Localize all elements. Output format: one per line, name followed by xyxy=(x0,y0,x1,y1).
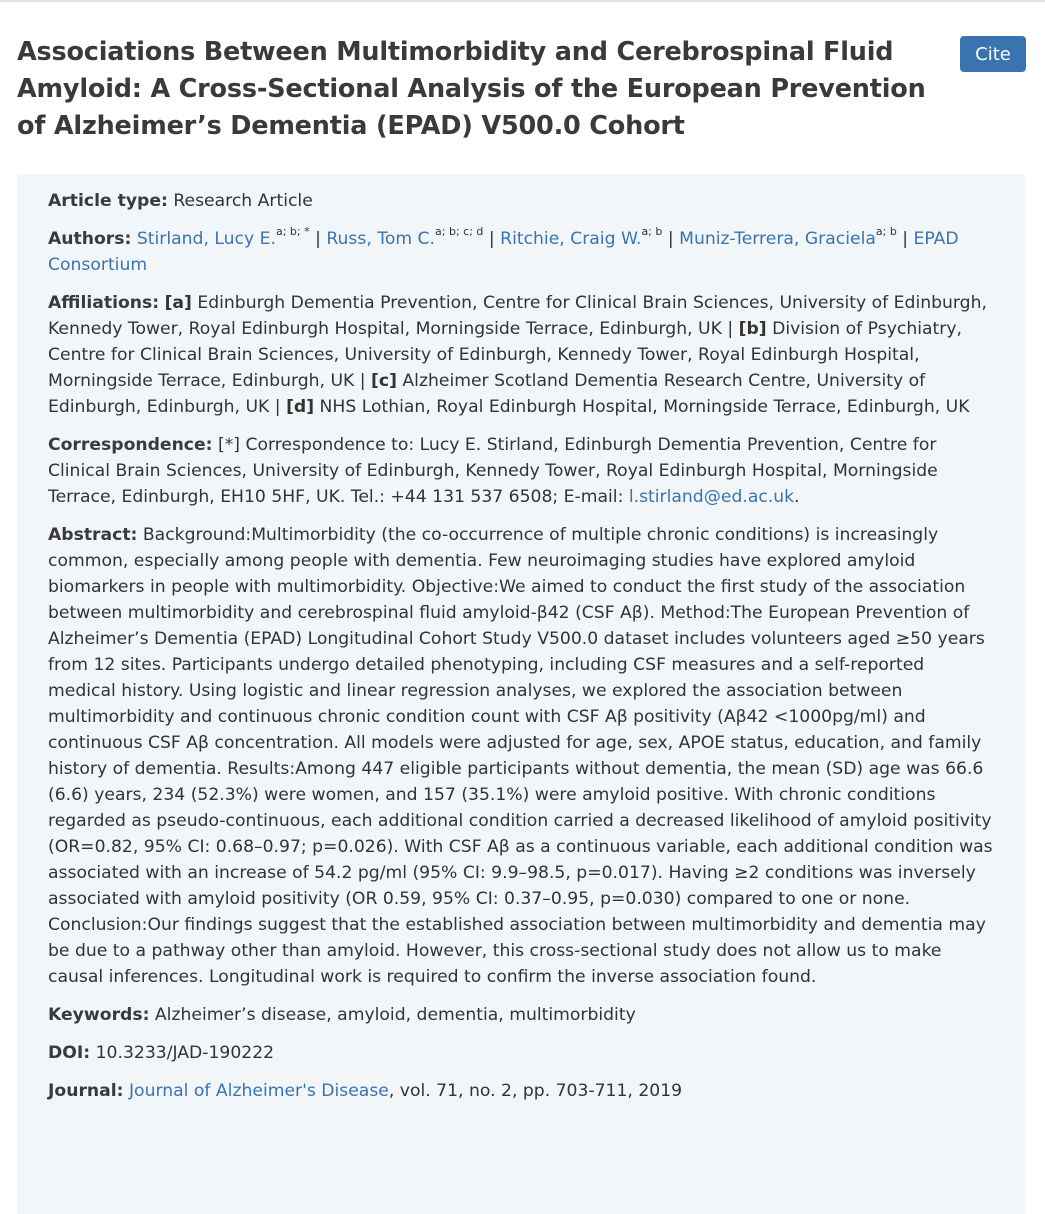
affiliation-key: [d] xyxy=(286,397,315,417)
article-metadata xyxy=(17,174,1025,1214)
article-type-label: Article type: xyxy=(48,191,168,211)
author-link[interactable]: Ritchie, Craig W. xyxy=(500,229,642,249)
author-link[interactable]: EPAD Consortium xyxy=(48,229,959,275)
journal-label: Journal: xyxy=(48,1081,124,1101)
authors-label: Authors: xyxy=(48,229,132,249)
affiliation-text: Division of Psychiatry, Centre for Clinical Brain Sciences, University of Edinburgh, Kennedy Tower, Royal Edinburgh Hospital, Morningside Terrace, Edinburgh, UK xyxy=(48,319,962,391)
authors-row xyxy=(48,226,995,278)
correspondence-text: [*] Correspondence to: Lucy E. Stirland, Edinburgh Dementia Prevention, Centre for Clinical Brain Sciences, University of Edinburgh, Kennedy Tower, Royal Edinburgh Hospital, Morningside Terrace, Edinburgh, EH10 5HF, UK. Tel.: +44 131 537 6508; E-mail: xyxy=(48,435,938,507)
author-link[interactable]: Muniz-Terrera, Graciela xyxy=(679,229,876,249)
correspondence-row xyxy=(48,432,995,510)
keywords-label: Keywords: xyxy=(48,1005,150,1025)
keywords-value: Alzheimer’s disease, amyloid, dementia, multimorbidity xyxy=(154,1005,636,1025)
author-separator: | xyxy=(667,229,674,249)
author-affiliation-sup: a; b; * xyxy=(275,225,310,239)
article-type-value: Research Article xyxy=(173,191,313,211)
affiliation-text: NHS Lothian, Royal Edinburgh Hospital, Morningside Terrace, Edinburgh, UK xyxy=(319,397,970,417)
author-affiliation-sup: a; b; c; d xyxy=(435,225,484,239)
journal-details: , vol. 71, no. 2, pp. 703-711, 2019 xyxy=(388,1081,683,1101)
correspondence-email-link[interactable]: l.stirland@ed.ac.uk xyxy=(628,487,795,507)
abstract-label: Abstract: xyxy=(48,525,138,545)
affiliation-text: Edinburgh Dementia Prevention, Centre for Clinical Brain Sciences, University of Edinburgh, Kennedy Tower, Royal Edinburgh Hospital, Morningside Terrace, Edinburgh, UK xyxy=(48,293,987,339)
doi-value: 10.3233/JAD-190222 xyxy=(95,1043,275,1063)
author-separator: | xyxy=(315,229,321,249)
affiliations-label: Affiliations: xyxy=(48,293,160,313)
affiliation-key: [c] xyxy=(371,371,397,391)
doi-label: DOI: xyxy=(48,1043,91,1063)
affiliation-separator: | xyxy=(727,319,734,339)
cite-button[interactable]: Cite xyxy=(960,36,1026,72)
abstract-text: Background:Multimorbidity (the co-occurrence of multiple chronic conditions) is increasingly common, especially among people with dementia. Few neuroimaging studies have explored amyloid biomarkers in people with multimorbidity. Objective:We aimed to conduct the first study of the association between multimorbidity and cerebrospinal fluid amyloid-β42 (CSF Aβ). Method:The European Prevention of Alzheimer’s Dementia (EPAD) Longitudinal Cohort Study V500.0 dataset includes volunteers aged ≥50 years from 12 sites. Participants undergo detailed phenotyping, including CSF measures and a self-reported medical history. Using logistic and linear regression analyses, we explored the association between multimorbidity and continuous chronic condition count with CSF Aβ positivity (Aβ42 <1000pg/ml) and continuous CSF Aβ concentration. All models were adjusted for age, sex, APOE status, education, and family history of dementia. Results:Among 447 eligible participants without dementia, the mean (SD) age was 66.6 (6.6) years, 234 (52.3%) were women, and 157 (35.1%) were amyloid positive. With chronic conditions regarded as pseudo-continuous, each additional condition carried a decreased likelihood of amyloid positivity (OR=0.82, 95% CI: 0.68–0.97; p=0.026). With CSF Aβ as a continuous variable, each additional condition was associated with an increase of 54.2 pg/ml (95% CI: 9.9–98.5, p=0.017). Having ≥2 conditions was inversely associated with amyloid positivity (OR 0.59, 95% CI: 0.37–0.95, p=0.030) compared to one or none. Conclusion:Our findings suggest that the established association between multimorbidity and dementia may be due to a pathway other than amyloid. However, this cross-sectional study does not allow us to make causal inferences. Longitudinal work is required to confirm the inverse association found. xyxy=(48,525,993,987)
author-affiliation-sup: a; b xyxy=(875,225,897,239)
author-link[interactable]: Stirland, Lucy E. xyxy=(136,229,276,249)
article-title: Associations Between Multimorbidity and Cerebrospinal Fluid Amyloid: A Cross-Sectional Analysis of the European Prevention of Alzheimer’s Dementia (EPAD) V500.0 Cohort xyxy=(17,37,926,141)
abstract-row xyxy=(48,522,995,990)
affiliation-separator: | xyxy=(274,397,281,417)
journal-row xyxy=(48,1078,995,1104)
affiliation-separator: | xyxy=(359,371,366,391)
author-separator: | xyxy=(488,229,495,249)
affiliation-text: Alzheimer Scotland Dementia Research Centre, University of Edinburgh, Edinburgh, UK xyxy=(48,371,926,417)
author-affiliation-sup: a; b xyxy=(641,225,663,239)
author-separator: | xyxy=(902,229,909,249)
author-link[interactable]: Russ, Tom C. xyxy=(326,229,436,249)
correspondence-end: . xyxy=(794,487,800,507)
journal-link[interactable]: Journal of Alzheimer's Disease xyxy=(128,1081,389,1101)
affiliation-key: [b] xyxy=(738,319,767,339)
keywords-row xyxy=(48,1002,995,1028)
doi-row xyxy=(48,1040,995,1066)
article-type-row xyxy=(48,188,995,214)
affiliation-key: [a] xyxy=(164,293,192,313)
correspondence-label: Correspondence: xyxy=(48,435,213,455)
affiliations-row xyxy=(48,290,995,420)
top-divider xyxy=(0,0,1045,2)
